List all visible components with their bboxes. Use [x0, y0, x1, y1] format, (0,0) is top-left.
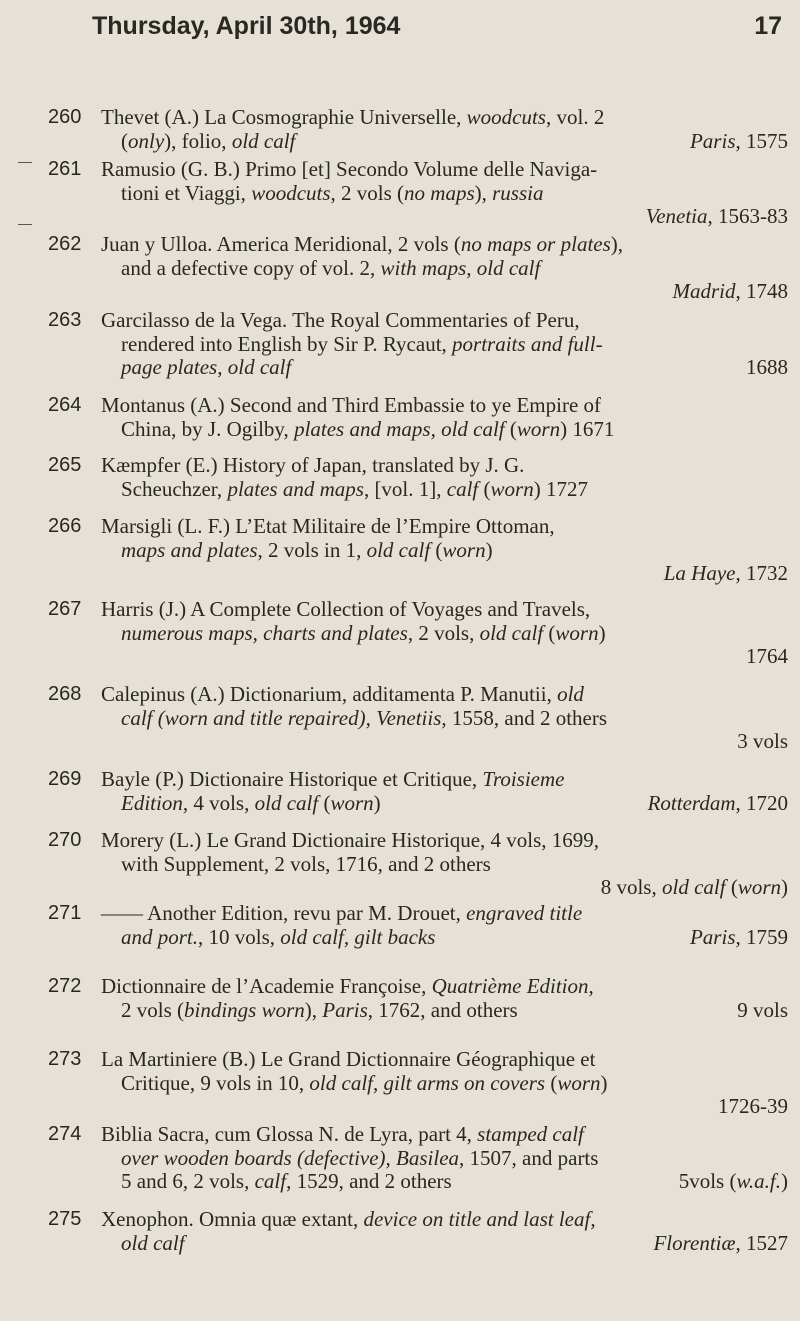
- lot-text: 1764: [746, 644, 788, 668]
- lot-text: tioni et Viaggi,: [121, 180, 246, 205]
- lot-text: Harris (J.) A Complete Collection of Voyages and Travels,: [101, 597, 591, 621]
- lot-272: [48, 975, 788, 1022]
- lot-text: Edition: [121, 790, 183, 815]
- lot-text: , 1527: [735, 1230, 788, 1255]
- lot-text: La Haye: [663, 561, 736, 585]
- lot-number: 271: [48, 902, 82, 924]
- lot-text: (: [548, 620, 556, 645]
- lot-text: rendered into English by Sir P. Rycaut,: [121, 331, 447, 356]
- lot-264: [48, 394, 788, 441]
- lot-text: old calf, gilt arms on covers: [309, 1070, 546, 1095]
- lot-text: , 1720: [735, 790, 788, 815]
- lot-text: Madrid: [672, 279, 736, 303]
- lot-text: w.a.f.: [736, 1169, 781, 1193]
- lot-number: 265: [48, 454, 82, 476]
- lot-text: Thevet (A.) La Cosmographie Universelle,: [101, 105, 462, 129]
- lot-number: 269: [48, 768, 82, 790]
- lot-text: ): [600, 1070, 608, 1095]
- lot-text: Quatrième Edition,: [431, 974, 594, 998]
- lot-265: [48, 454, 788, 501]
- lot-text: ): [781, 1169, 788, 1193]
- lot-text: Biblia Sacra, cum Glossa N. de Lyra, part 4,: [101, 1122, 472, 1146]
- lot-267: [48, 598, 788, 669]
- lot-text: bindings worn: [184, 997, 305, 1022]
- lot-text: , 10 vols,: [198, 924, 276, 949]
- lot-text: over wooden boards (defective), Basilea: [121, 1145, 460, 1170]
- lot-274: [48, 1123, 788, 1194]
- lot-number: 275: [48, 1208, 82, 1230]
- lot-text: Dictionnaire de l’Academie Françoise,: [101, 974, 427, 998]
- lot-number: 274: [48, 1123, 82, 1145]
- lot-text: old calf: [254, 790, 319, 815]
- lot-text: , 1762, and others: [367, 997, 518, 1022]
- lot-text: with Supplement, 2 vols, 1716, and 2 others: [121, 851, 491, 876]
- lot-text: 5 and 6, 2 vols,: [121, 1169, 250, 1193]
- lot-262: [48, 233, 788, 304]
- lot-text: , 1759: [735, 924, 788, 949]
- lot-text: 5vols (: [678, 1169, 737, 1193]
- lot-text: , 1507, and parts: [459, 1145, 599, 1170]
- lot-text: Florentiæ: [653, 1230, 736, 1255]
- lot-text: Garcilasso de la Vega. The Royal Commentaries of Peru,: [101, 308, 580, 332]
- lot-text: and a defective copy of vol. 2,: [121, 255, 376, 280]
- lot-260: [48, 106, 788, 153]
- lot-268: [48, 683, 788, 754]
- lot-text: Rotterdam: [647, 790, 736, 815]
- lot-text: Kæmpfer (E.) History of Japan, translated by J. G.: [101, 453, 525, 477]
- lot-text: (: [509, 416, 517, 441]
- lot-270: [48, 829, 788, 900]
- lot-text: no maps or plates: [460, 232, 611, 256]
- lot-text: ): [373, 790, 381, 815]
- lot-text: , 1575: [735, 128, 788, 153]
- lot-text: worn: [737, 875, 781, 899]
- lot-273: [48, 1048, 788, 1119]
- lot-text: old: [557, 682, 584, 706]
- lot-text: Paris: [322, 997, 368, 1022]
- lot-text: China, by J. Ogilby,: [121, 416, 289, 441]
- lot-text: Morery (L.) Le Grand Dictionaire Historique, 4 vols, 1699,: [101, 828, 600, 852]
- lot-text: , 1732: [735, 561, 788, 585]
- lot-text: 8 vols,: [600, 875, 657, 899]
- lot-text: Paris: [689, 128, 736, 153]
- lot-269: [48, 768, 788, 815]
- lot-number: 273: [48, 1048, 82, 1070]
- lot-text: ) 1671: [560, 416, 615, 441]
- page-title: Thursday, April 30th, 1964: [92, 12, 401, 40]
- page-number: 17: [754, 12, 782, 40]
- lot-text: portraits and full-: [452, 331, 603, 356]
- lot-text: Troisieme: [482, 767, 565, 791]
- lot-text: (: [730, 875, 738, 899]
- lot-text: 1688: [746, 355, 788, 379]
- lot-text: , 2 vols in 1,: [257, 537, 362, 562]
- lot-text: 1726-39: [718, 1094, 788, 1118]
- lot-text: maps and plates: [121, 537, 258, 562]
- lot-number: 267: [48, 598, 82, 620]
- lot-number: 262: [48, 233, 82, 255]
- lot-text: ),: [474, 180, 487, 205]
- lot-text: (: [550, 1070, 558, 1095]
- lot-text: with maps, old calf: [380, 255, 541, 280]
- lot-text: (: [435, 537, 443, 562]
- lot-text: ): [781, 875, 788, 899]
- lot-text: , 1748: [735, 279, 788, 303]
- lot-text: calf (worn and title repaired), Venetiis: [121, 705, 442, 730]
- lot-text: (: [483, 476, 491, 501]
- lot-text: no maps: [404, 180, 475, 205]
- lot-number: 261: [48, 158, 82, 180]
- lot-266: [48, 515, 788, 586]
- lot-text: old calf, gilt backs: [280, 924, 436, 949]
- lot-263: [48, 309, 788, 380]
- lot-text: Critique, 9 vols in 10,: [121, 1070, 305, 1095]
- lot-number: 264: [48, 394, 82, 416]
- lot-text: Juan y Ulloa. America Meridional, 2 vols (: [101, 232, 461, 256]
- lot-text: ),: [610, 232, 624, 256]
- lot-text: and port.: [121, 924, 199, 949]
- lot-text: Ramusio (G. B.) Primo [et] Secondo Volume delle Naviga-: [101, 157, 598, 181]
- lot-text: russia: [492, 180, 544, 205]
- lot-text: ), folio,: [164, 128, 227, 153]
- lot-text: —— Another Edition, revu par M. Drouet,: [101, 901, 461, 925]
- lot-number: 260: [48, 106, 82, 128]
- lot-text: (: [323, 790, 331, 815]
- lot-text: 2 vols (: [121, 997, 184, 1022]
- lot-text: engraved title: [466, 901, 583, 925]
- lot-number: 266: [48, 515, 82, 537]
- lot-text: , 1558, and 2 others: [441, 705, 608, 730]
- lot-text: Venetia: [645, 204, 708, 228]
- lot-text: worn: [490, 476, 534, 501]
- lot-text: old calf: [231, 128, 296, 153]
- lot-text: calf: [254, 1169, 287, 1193]
- lot-number: 272: [48, 975, 82, 997]
- lot-text: ): [598, 620, 606, 645]
- lot-text: (: [121, 128, 128, 153]
- lot-261: [48, 158, 788, 229]
- lot-text: , 2 vols,: [407, 620, 475, 645]
- lot-text: La Martiniere (B.) Le Grand Dictionnaire Géographique et: [101, 1047, 596, 1071]
- lot-text: only: [128, 128, 165, 153]
- lot-text: , 1563-83: [707, 204, 788, 228]
- lot-text: numerous maps, charts and plates: [121, 620, 408, 645]
- lot-text: , 4 vols,: [182, 790, 250, 815]
- margin-mark: [18, 224, 32, 225]
- lot-text: , 2 vols (: [330, 180, 405, 205]
- lot-text: old calf: [661, 875, 726, 899]
- lot-text: Xenophon. Omnia quæ extant,: [101, 1207, 359, 1231]
- lot-text: stamped calf: [477, 1122, 584, 1146]
- lot-text: ),: [304, 997, 318, 1022]
- lot-text: device on title and last leaf,: [363, 1207, 596, 1231]
- lot-text: old calf: [479, 620, 544, 645]
- lot-text: worn: [516, 416, 561, 441]
- lot-text: Bayle (P.) Dictionaire Historique et Critique,: [101, 767, 478, 791]
- lot-text: , [vol. 1],: [363, 476, 442, 501]
- lot-text: ): [485, 537, 493, 562]
- lot-text: old calf: [121, 1230, 185, 1255]
- margin-mark: [18, 162, 32, 163]
- lot-text: Montanus (A.) Second and Third Embassie to ye Empire of: [101, 393, 602, 417]
- lot-text: 9 vols: [737, 997, 788, 1022]
- lot-text: page plates, old calf: [121, 355, 292, 379]
- lot-number: 270: [48, 829, 82, 851]
- lot-text: , 1529, and 2 others: [286, 1169, 452, 1193]
- lot-text: woodcuts: [251, 180, 331, 205]
- lot-text: Marsigli (L. F.) L’Etat Militaire de l’Empire Ottoman,: [101, 514, 555, 538]
- lot-text: 3 vols: [737, 729, 788, 753]
- lot-number: 268: [48, 683, 82, 705]
- lot-text: Paris: [689, 924, 736, 949]
- lot-275: [48, 1208, 788, 1255]
- lot-text: woodcuts: [466, 105, 546, 129]
- lot-text: worn: [442, 537, 486, 562]
- lot-text: Scheuchzer,: [121, 476, 223, 501]
- lot-text: calf: [446, 476, 479, 501]
- lot-text: ) 1727: [533, 476, 588, 501]
- page-header: [92, 6, 782, 48]
- lot-text: worn: [557, 1070, 601, 1095]
- lot-text: old calf: [366, 537, 431, 562]
- lot-text: plates and maps, old calf: [294, 416, 505, 441]
- lot-text: Calepinus (A.) Dictionarium, additamenta P. Manutii,: [101, 682, 552, 706]
- lot-271: [48, 902, 788, 949]
- lot-text: plates and maps: [227, 476, 364, 501]
- lot-number: 263: [48, 309, 82, 331]
- lot-text: worn: [555, 620, 599, 645]
- lot-text: worn: [330, 790, 374, 815]
- lot-text: , vol. 2: [545, 105, 605, 129]
